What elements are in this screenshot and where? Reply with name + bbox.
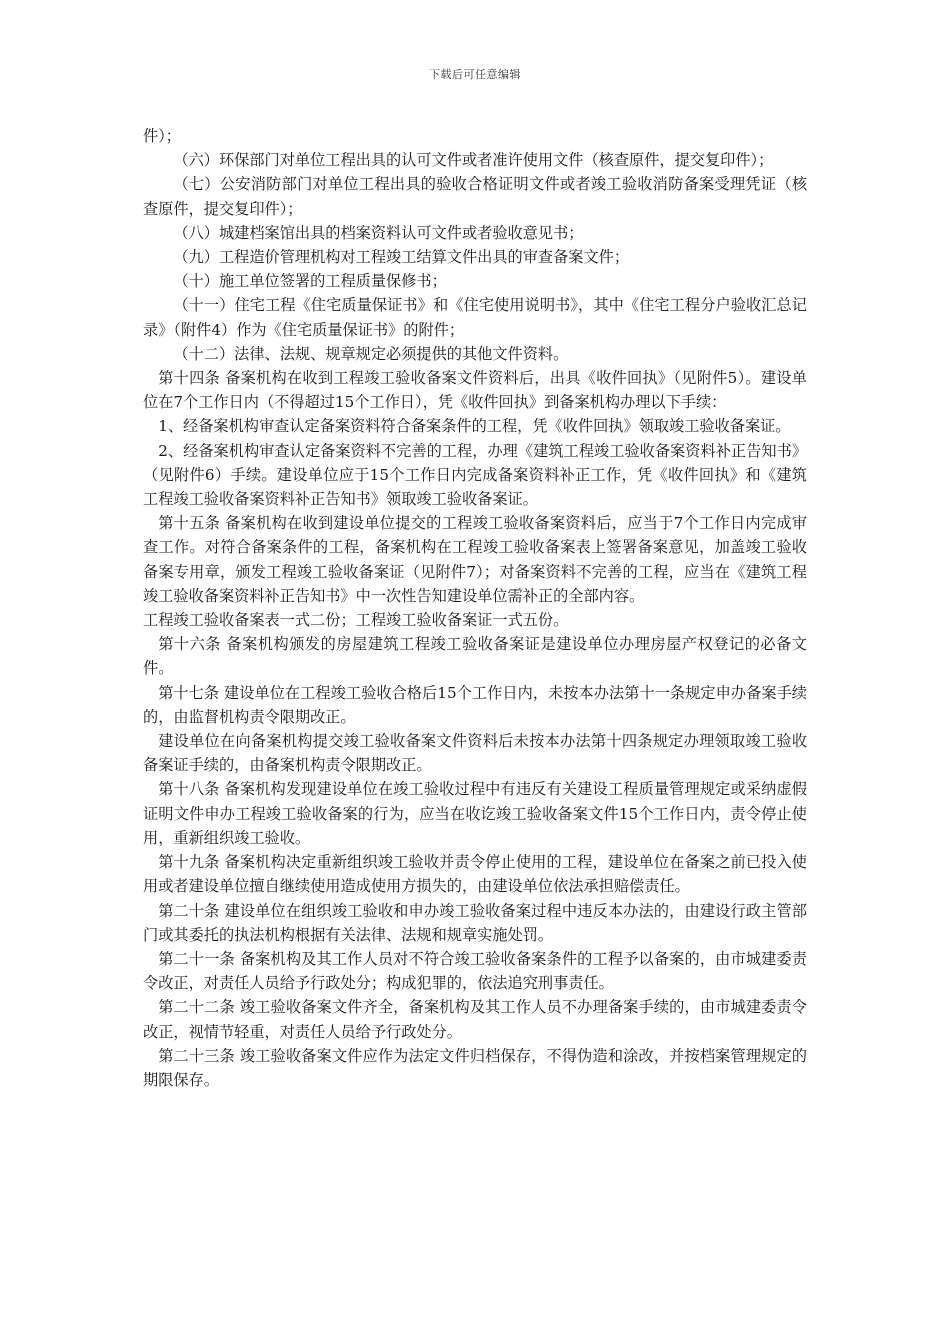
paragraph-8: （十二）法律、法规、规章规定必须提供的其他文件资料。: [173, 344, 569, 363]
paragraph-3: （七）公安消防部门对单位工程出具的验收合格证明文件或者竣工验收消防备案受理凭证（核查原件，提交复印件）；: [143, 175, 807, 218]
paragraph-11: 2、经备案机构审查认定备案资料不完善的工程，办理《建筑工程竣工验收备案资料补正告知书》（见附件6）手续。建设单位应于15个工作日内完成备案资料补正工作，凭《收件回执》和《建筑工程竣工验收备案资料补正告知书》领取竣工验收备案证。: [143, 441, 807, 509]
paragraph-18: 第十九条 备案机构决定重新组织竣工验收并责令停止使用的工程，建设单位在备案之前已投入使用或者建设单位擅自继续使用造成使用方损失的，由建设单位依法承担赔偿责任。: [143, 853, 807, 896]
paragraph-6: （十）施工单位签署的工程质量保修书；: [173, 272, 447, 291]
paragraph-4: （八）城建档案馆出具的档案资料认可文件或者验收意见书；: [173, 223, 584, 242]
paragraph-5: （九）工程造价管理机构对工程竣工结算文件出具的审查备案文件；: [173, 248, 630, 267]
paragraph-13: 工程竣工验收备案表一式二份；工程竣工验收备案证一式五份。: [143, 611, 569, 630]
paragraph-2: （六）环保部门对单位工程出具的认可文件或者准许使用文件（核查原件，提交复印件）；: [173, 151, 774, 170]
paragraph-10: 1、经备案机构审查认定备案资料符合备案条件的工程，凭《收件回执》领取竣工验收备案证。: [158, 417, 791, 436]
paragraph-22: 第二十三条 竣工验收备案文件应作为法定文件归档保存，不得伪造和涂改，并按档案管理规定的期限保存。: [143, 1046, 807, 1089]
paragraph-12: 第十五条 备案机构在收到建设单位提交的工程竣工验收备案资料后，应当于7个工作日内完成审查工作。对符合备案条件的工程，备案机构在工程竣工验收备案表上签署备案意见，加盖竣工验收备案专用章，颁发工程竣工验收备案证（见附件7）；对备案资料不完善的工程，应当在《建筑工程竣工验收备案资料补正告知书》中一次性告知建设单位需补正的全部内容。: [143, 514, 807, 605]
paragraph-21: 第二十二条 竣工验收备案文件齐全，备案机构及其工作人员不办理备案手续的，由市城建委责令改正，视情节轻重，对责任人员给予行政处分。: [143, 998, 807, 1041]
paragraph-14: 第十六条 备案机构颁发的房屋建筑工程竣工验收备案证是建设单位办理房屋产权登记的必备文件。: [143, 635, 807, 678]
paragraph-15: 第十七条 建设单位在工程竣工验收合格后15个工作日内，未按本办法第十一条规定申办备案手续的，由监督机构责令限期改正。: [143, 683, 807, 726]
page-header: 下载后可任意编辑: [429, 68, 521, 81]
paragraph-9: 第十四条 备案机构在收到工程竣工验收备案文件资料后，出具《收件回执》（见附件5）。建设单位在7个工作日内（不得超过15个工作日），凭《收件回执》到备案机构办理以下手续：: [143, 369, 807, 412]
paragraph-1: 件）；: [143, 127, 181, 145]
paragraph-16: 建设单位在向备案机构提交竣工验收备案文件资料后未按本办法第十四条规定办理领取竣工验收备案证手续的，由备案机构责令限期改正。: [143, 732, 807, 775]
paragraph-20: 第二十一条 备案机构及其工作人员对不符合竣工验收备案条件的工程予以备案的，由市城建委责令改正，对责任人员给予行政处分；构成犯罪的，依法追究刑事责任。: [143, 949, 807, 993]
paragraph-7: （十一）住宅工程《住宅质量保证书》和《住宅使用说明书》，其中《住宅工程分户验收汇总记录》（附件4）作为《住宅质量保证书》的附件；: [143, 296, 807, 339]
document-body: [143, 124, 807, 1092]
paragraph-17: 第十八条 备案机构发现建设单位在竣工验收过程中有违反有关建设工程质量管理规定或采纳虚假证明文件申办工程竣工验收备案的行为，应当在收讫竣工验收备案文件15个工作日内，责令停止使用，重新组织竣工验收。: [143, 780, 807, 847]
paragraph-19: 第二十条 建设单位在组织竣工验收和申办竣工验收备案过程中违反本办法的，由建设行政主管部门或其委托的执法机构根据有关法律、法规和规章实施处罚。: [143, 901, 807, 944]
